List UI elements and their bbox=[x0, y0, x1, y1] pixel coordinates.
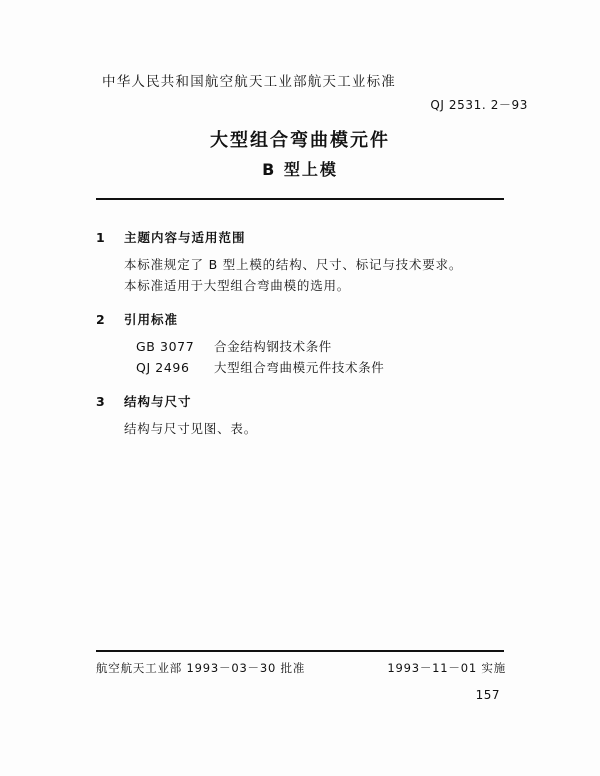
section-1-paragraph-2: 本标准适用于大型组合弯曲模的选用。 bbox=[124, 278, 351, 293]
section-3-title: 结构与尺寸 bbox=[124, 394, 192, 409]
reference-title: 大型组合弯曲模元件技术条件 bbox=[214, 360, 385, 375]
footer-approval-text: 航空航天工业部 1993－03－30 批准 bbox=[96, 661, 306, 675]
footer-implementation-text: 1993－11－01 实施 bbox=[387, 661, 506, 675]
footer-divider bbox=[96, 650, 504, 652]
section-1-number: 1 bbox=[96, 230, 106, 245]
section-2-heading bbox=[96, 310, 506, 328]
reference-code: GB 3077 bbox=[136, 339, 195, 354]
reference-item bbox=[136, 357, 506, 378]
issuing-organization-line: 中华人民共和国航空航天工业部航天工业标准 bbox=[102, 74, 396, 90]
section-1-paragraph-1: 本标准规定了 B 型上模的结构、尺寸、标记与技术要求。 bbox=[124, 257, 463, 272]
section-2 bbox=[96, 310, 506, 378]
section-3-paragraph-1: 结构与尺寸见图、表。 bbox=[124, 421, 258, 436]
page-sheet bbox=[72, 38, 528, 738]
section-3-heading bbox=[96, 392, 506, 410]
document-subtitle: B 型上模 bbox=[262, 160, 338, 179]
reference-item bbox=[136, 336, 506, 357]
standard-number: QJ 2531. 2－93 bbox=[430, 98, 528, 112]
section-1-heading bbox=[96, 228, 506, 246]
section-3 bbox=[96, 392, 506, 439]
section-1-title: 主题内容与适用范围 bbox=[124, 230, 246, 245]
section-2-title: 引用标准 bbox=[124, 312, 179, 327]
page-number: 157 bbox=[475, 688, 500, 702]
reference-code: QJ 2496 bbox=[136, 360, 190, 375]
section-3-number: 3 bbox=[96, 394, 106, 409]
header-divider bbox=[96, 198, 504, 200]
document-body bbox=[96, 214, 506, 441]
reference-title: 合金结构钢技术条件 bbox=[214, 339, 332, 354]
section-2-number: 2 bbox=[96, 312, 106, 327]
section-1 bbox=[96, 228, 506, 296]
document-title: 大型组合弯曲模元件 bbox=[210, 130, 390, 151]
